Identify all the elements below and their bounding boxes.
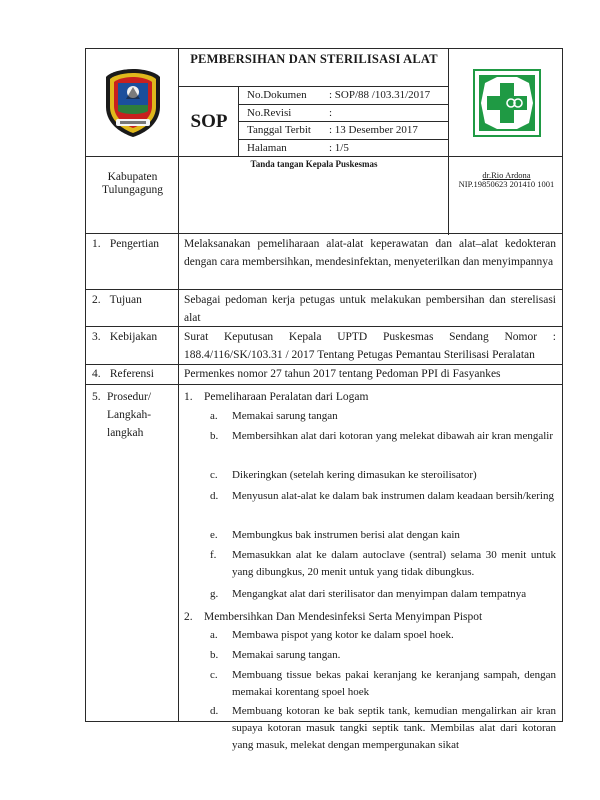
list-text: Membungkus bak instrumen berisi alat dengan kain	[232, 529, 460, 541]
list-marker: g.	[210, 588, 219, 600]
meta-row-halaman	[239, 140, 449, 158]
list-text: Membawa pispot yang kotor ke dalam spoel hoek.	[232, 629, 454, 641]
list-marker: b.	[210, 430, 219, 442]
list-marker: a.	[210, 629, 218, 641]
meta-value: : 1/5	[329, 142, 349, 154]
section-number: 4.	[92, 368, 101, 380]
section-label: Kebijakan	[109, 331, 158, 343]
signature-area	[179, 157, 449, 235]
section-label-tujuan	[92, 291, 176, 309]
list-marker: d.	[210, 490, 219, 502]
puskesmas-logo-icon	[449, 49, 564, 157]
section-text-pengertian: Melaksanakan pemeliharaan alat-alat keperawatan dan alat–alat kedokteran dengan cara membersihkan, mendesinfektan, menyeterilkan dan menyimpannya	[184, 238, 556, 268]
meta-label: No.Revisi	[247, 107, 292, 119]
list-marker: c.	[210, 469, 218, 481]
procedure-number: 1.	[184, 391, 193, 403]
meta-label: Tanggal Terbit	[247, 124, 311, 136]
section-label: Pengertian	[109, 238, 160, 250]
sop-header-table	[85, 48, 563, 234]
meta-label: No.Dokumen	[247, 89, 307, 101]
list-marker: a.	[210, 410, 218, 422]
section-number: 1.	[92, 238, 101, 250]
section-label: Tujuan	[109, 294, 142, 306]
regency-crest-icon	[86, 49, 179, 157]
regency-name: Kabupaten Tulungagung	[102, 171, 163, 196]
meta-row-no-dokumen	[239, 87, 449, 105]
meta-value: :	[329, 107, 333, 119]
section-number: 5.	[92, 391, 101, 403]
meta-label: Halaman	[247, 142, 287, 154]
list-text: Membersihkan alat dari kotoran yang melekat dibawah air kran mengalir	[232, 430, 554, 442]
sop-document	[85, 48, 563, 751]
procedure-title: Pemeliharaan Peralatan dari Logam	[204, 391, 369, 403]
section-number: 2.	[92, 294, 101, 306]
list-marker: f.	[210, 549, 217, 561]
procedure-number: 2.	[184, 611, 193, 623]
list-marker: b.	[210, 649, 219, 661]
list-text: Memakai sarung tangan.	[232, 649, 341, 661]
list-marker: e.	[210, 529, 218, 541]
meta-row-no-revisi	[239, 105, 449, 123]
section-label-referensi	[92, 365, 176, 383]
list-text: Menyusun alat-alat ke dalam bak instrumen dalam keadaan bersih/kering	[232, 490, 554, 502]
section-text-tujuan: Sebagai pedoman kerja petugas untuk melakukan pembersihan dan sterelisasi alat	[184, 294, 556, 324]
signer-nip: NIP.19850623 201410 1001	[458, 179, 555, 189]
signer-block	[449, 157, 564, 189]
sop-body-table	[85, 234, 563, 751]
document-title: PEMBERSIHAN DAN STERILISASI ALAT	[190, 52, 438, 66]
meta-value: : SOP/88 /103.31/2017	[329, 89, 431, 101]
signature-title: Tanda tangan Kepala Puskesmas	[250, 159, 378, 169]
list-text: Mengangkat alat dari sterilisator dan menyimpan dalam tempatnya	[232, 588, 527, 600]
list-text: Memakai sarung tangan	[232, 410, 338, 422]
section-label-kebijakan	[92, 328, 176, 346]
list-text: Membuang tissue bekas pakai keranjang ke keranjang sampah, dengan memakai korentang spoel hoek	[232, 669, 556, 698]
section-label: Referensi	[109, 368, 154, 380]
sop-label: SOP	[190, 111, 228, 132]
list-text: Membuang kotoran ke bak septik tank, kemudian mengalirkan air kran supaya kotoran masuk tangki septik tank. Membilas alat dari kotoran yang masuk, melekat dengan mempergunakan sikat	[232, 705, 556, 751]
section-label: Prosedur/ Langkah-langkah	[107, 391, 152, 439]
meta-value: : 13 Desember 2017	[329, 124, 418, 136]
list-text: Dikeringkan (setelah kering dimasukan ke steroilisator)	[232, 469, 477, 481]
list-text: Memasukkan alat ke dalam autoclave (sentral) selama 30 menit untuk yang dibungkus, 20 menit untuk yang tidak dibungkus.	[232, 549, 556, 578]
section-number: 3.	[92, 331, 101, 343]
procedure-title: Membersihkan Dan Mendesinfeksi Serta Menyimpan Pispot	[204, 611, 483, 623]
list-marker: d.	[210, 705, 219, 717]
section-text-kebijakan: Surat Keputusan Kepala UPTD Puskesmas Sendang Nomor : 188.4/116/SK/103.31 / 2017 Tentang Petugas Pemantau Sterilisasi Peralatan	[184, 331, 556, 361]
signer-name: dr.Rio Ardona	[482, 170, 531, 180]
meta-row-tanggal-terbit	[239, 122, 449, 140]
section-text-referensi: Permenkes nomor 27 tahun 2017 tentang Pedoman PPI di Fasyankes	[184, 368, 501, 380]
list-marker: c.	[210, 669, 218, 681]
section-label-pengertian	[92, 235, 176, 253]
section-label-prosedur	[92, 388, 176, 448]
